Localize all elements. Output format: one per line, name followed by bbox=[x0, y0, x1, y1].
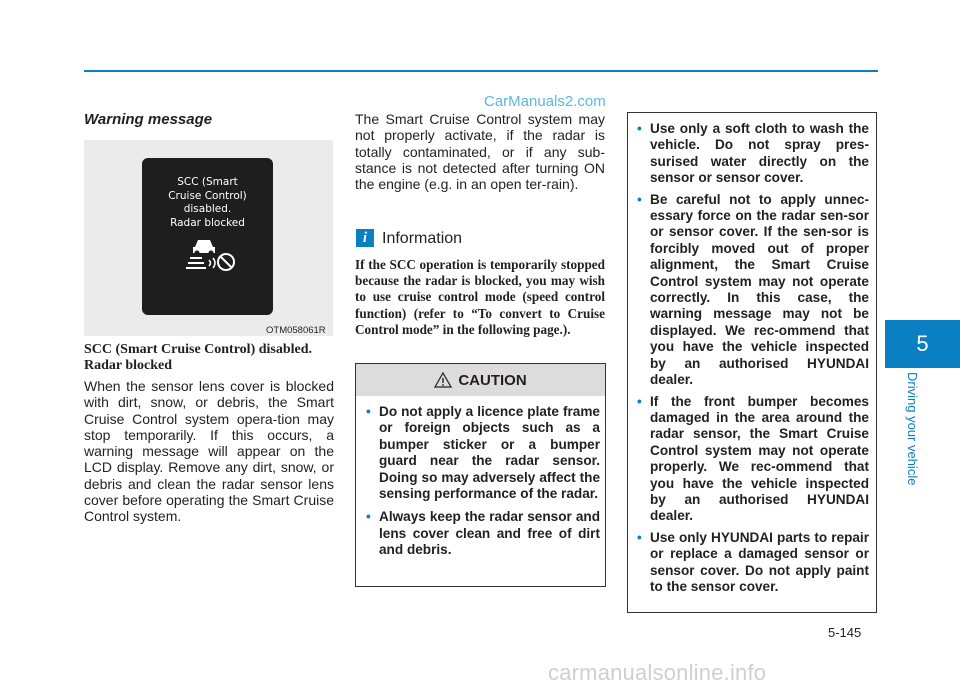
caution-item bbox=[366, 509, 600, 558]
warning-message-heading: Warning message bbox=[84, 111, 213, 128]
bullet-icon: • bbox=[637, 191, 642, 207]
info-body: If the SCC operation is temporarily stopped because the radar is blocked, you may wish to use cruise control mode (speed control function) (refer to “To convert to Cruise Control mode” in the following page.). bbox=[355, 257, 605, 337]
lcd-line: disabled. bbox=[183, 203, 232, 215]
info-icon: i bbox=[356, 229, 374, 247]
list-item bbox=[637, 394, 869, 525]
lcd-message bbox=[142, 176, 273, 230]
lcd-display bbox=[142, 158, 273, 315]
list-item-text: Use only a soft cloth to wash the vehicle. Do not spray pres-surised water directly on the sensor or sensor cover. bbox=[650, 121, 869, 186]
caution-item-text: Always keep the radar sensor and lens cover clean and free of dirt and debris. bbox=[379, 509, 600, 558]
watermark-bottom[interactable]: carmanualsonline.info bbox=[548, 660, 767, 685]
list-item-text: If the front bumper becomes damaged in the area around the radar sensor, the Smart Cruise Control system may not operate properly. We rec-ommend that you have the vehicle inspected by an authorised HYUNDAI dealer. bbox=[650, 393, 869, 524]
caution-box bbox=[355, 363, 606, 587]
list-item bbox=[637, 121, 869, 187]
bullet-icon: • bbox=[637, 121, 642, 136]
figure-code: OTM058061R bbox=[266, 325, 326, 336]
list-item-text: Use only HYUNDAI parts to repair or replace a damaged sensor or sensor cover. Do not apply paint to the sensor cover. bbox=[650, 529, 869, 594]
chapter-tab bbox=[885, 320, 960, 368]
caution-header bbox=[356, 364, 605, 396]
chapter-number: 5 bbox=[916, 331, 929, 356]
info-title: Information bbox=[382, 230, 463, 247]
bullet-icon: • bbox=[366, 509, 371, 525]
chapter-label: Driving your vehicle bbox=[905, 372, 920, 486]
caution-item-text: Do not apply a licence plate frame or foreign objects such as a bumper sticker or a bumper guard near the radar sensor. Doing so may adversely affect the sensing performance of the radar. bbox=[379, 404, 600, 502]
bullet-icon: • bbox=[366, 404, 371, 419]
caution-title: CAUTION bbox=[458, 371, 527, 389]
watermark-top[interactable]: CarManuals2.com bbox=[484, 93, 606, 110]
bullet-icon: • bbox=[637, 393, 642, 409]
page-number: 5-145 bbox=[828, 625, 862, 640]
column2-body: The Smart Cruise Control system may not properly activate, if the radar is totally contaminated, or if any sub-stance is not detected after turning ON the engine (e.g. in an open ter-rain). bbox=[355, 111, 605, 193]
column1-body: When the sensor lens cover is blocked with dirt, snow, or debris, the Smart Cruise Control system opera-tion may stop temporarily. If this occurs, a warning message will appear on the LCD display. Remove any dirt, snow, or debris and clean the radar sensor lens cover before operating the Smart Cruise Control system. bbox=[84, 378, 334, 525]
lcd-line: Radar blocked bbox=[170, 216, 245, 229]
caution-continued-list bbox=[637, 121, 869, 600]
list-item bbox=[637, 530, 869, 596]
caution-list bbox=[366, 404, 600, 566]
warning-triangle-icon bbox=[434, 372, 452, 388]
caution-continued-box bbox=[627, 112, 877, 613]
list-item bbox=[637, 192, 869, 389]
caution-item bbox=[366, 404, 600, 502]
lcd-line: SCC (Smart bbox=[177, 176, 238, 188]
list-item-text: Be careful not to apply unnec-essary force on the radar sen-sor or sensor cover. If the sen-sor is forcibly moved out of proper alignment, the Smart Cruise Control system may not operate correctly. In this case, the warning message may not be displayed. We rec-ommend that you have the vehicle inspected by an authorised HYUNDAI dealer. bbox=[650, 191, 869, 388]
header-rule bbox=[84, 70, 878, 72]
radar-blocked-icon bbox=[186, 236, 238, 276]
section-subheading: SCC (Smart Cruise Control) disabled. Radar blocked bbox=[84, 342, 313, 373]
lcd-line: Cruise Control) bbox=[168, 189, 247, 202]
bullet-icon: • bbox=[637, 529, 642, 545]
